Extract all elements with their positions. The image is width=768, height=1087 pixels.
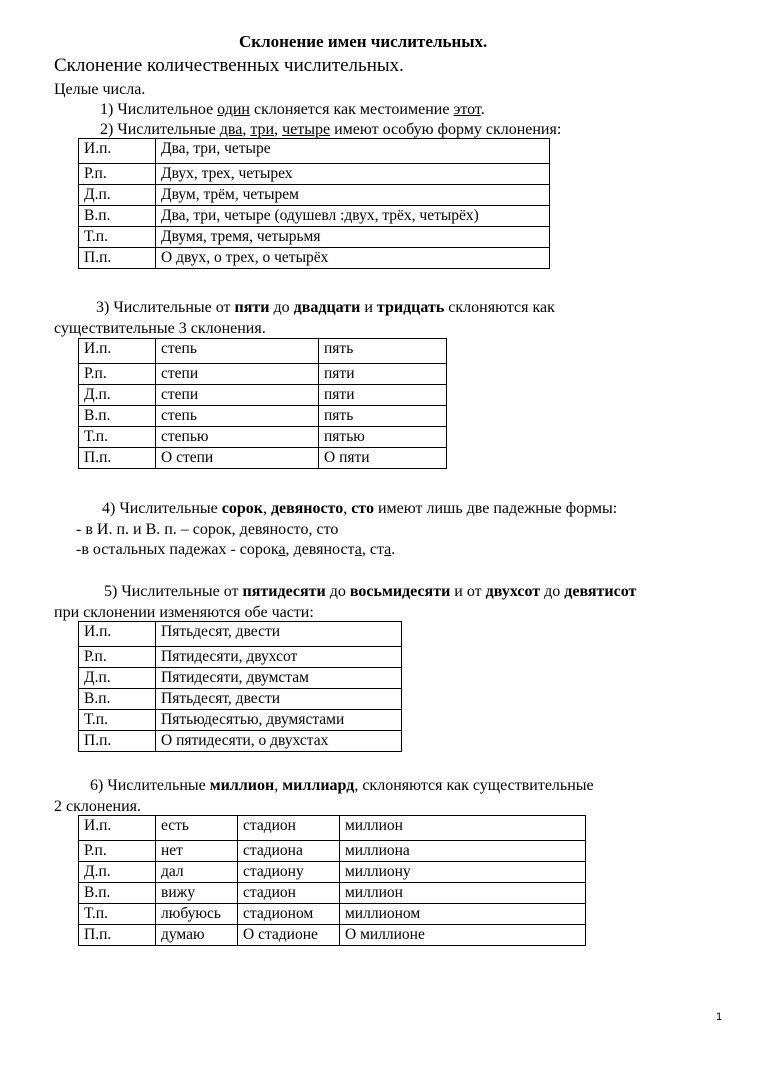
table-cell: Двум, трём, четырем <box>156 185 550 206</box>
case-label-cell: Д.п. <box>79 668 156 689</box>
table-cell: степи <box>156 364 319 385</box>
table-row <box>79 164 550 185</box>
table-row <box>79 883 586 904</box>
case-label-cell: Р.п. <box>79 647 156 668</box>
rule-3-continued: существительные 3 склонения. <box>54 320 266 337</box>
table-cell: стадиону <box>238 862 340 883</box>
table-row <box>79 427 447 448</box>
table-cell: миллион <box>340 816 586 841</box>
table-cell: вижу <box>156 883 238 904</box>
table-row <box>79 862 586 883</box>
table-cell: Два, три, четыре (одушевл :двух, трёх, четырёх) <box>156 206 550 227</box>
table-row <box>79 925 586 946</box>
table-cell: Пятьюдесятью, двумястами <box>156 710 402 731</box>
case-label-cell: В.п. <box>79 206 156 227</box>
case-label-cell: П.п. <box>79 448 156 469</box>
rule-6: 6) Числительные миллион, миллиард, склоняются как существительные <box>90 777 594 794</box>
table-cell: степь <box>156 406 319 427</box>
case-label-cell: П.п. <box>79 731 156 752</box>
table-cell: Пятьдесят, двести <box>156 689 402 710</box>
table-row <box>79 406 447 427</box>
case-label-cell: И.п. <box>79 816 156 841</box>
declension-table-pyat <box>78 338 447 469</box>
case-label-cell: Р.п. <box>79 841 156 862</box>
case-label-cell: В.п. <box>79 883 156 904</box>
table-cell: Пятидесяти, двумстам <box>156 668 402 689</box>
table-cell: О двух, о трех, о четырёх <box>156 248 550 269</box>
rule-5: 5) Числительные от пятидесяти до восьмидесяти и от двухсот до девятисот <box>104 583 637 600</box>
table-cell: степь <box>156 339 319 364</box>
table-cell: нет <box>156 841 238 862</box>
case-label-cell: И.п. <box>79 339 156 364</box>
table-cell: миллионом <box>340 904 586 925</box>
case-label-cell: Р.п. <box>79 364 156 385</box>
table-cell: Пятидесяти, двухсот <box>156 647 402 668</box>
rule-3: 3) Числительные от пяти до двадцати и тридцать склоняются как <box>96 299 555 316</box>
case-label-cell: П.п. <box>79 248 156 269</box>
table-cell: пять <box>319 406 447 427</box>
table-cell: думаю <box>156 925 238 946</box>
table-row <box>79 731 402 752</box>
table-cell: стадион <box>238 816 340 841</box>
declension-table-dva-tri-chetyre <box>78 138 550 269</box>
table-row <box>79 364 447 385</box>
table-row <box>79 139 550 164</box>
table-cell: миллион <box>340 883 586 904</box>
table-row <box>79 816 586 841</box>
table-cell: стадион <box>238 883 340 904</box>
case-label-cell: Т.п. <box>79 710 156 731</box>
case-label-cell: П.п. <box>79 925 156 946</box>
table-row <box>79 647 402 668</box>
table-cell: степью <box>156 427 319 448</box>
table-cell: пяти <box>319 364 447 385</box>
rule-5-continued: при склонении изменяются обе части: <box>54 604 314 621</box>
table-cell: дал <box>156 862 238 883</box>
table-row <box>79 227 550 248</box>
case-label-cell: В.п. <box>79 406 156 427</box>
case-label-cell: И.п. <box>79 622 156 647</box>
case-label-cell: Д.п. <box>79 862 156 883</box>
table-cell: стадионом <box>238 904 340 925</box>
table-cell: О стадионе <box>238 925 340 946</box>
table-row <box>79 448 447 469</box>
rule-4-line-2: - в И. п. и В. п. – сорок, девяносто, сто <box>76 521 339 538</box>
declension-table-pyatdesyat <box>78 621 402 752</box>
rule-4-line-3: -в остальных падежах - сорока, девяноста, ста. <box>76 541 396 558</box>
table-row <box>79 689 402 710</box>
rule-2: 2) Числительные два, три, четыре имеют особую форму склонения: <box>100 121 562 138</box>
table-row <box>79 206 550 227</box>
table-cell: стадиона <box>238 841 340 862</box>
table-row <box>79 841 586 862</box>
table-row <box>79 622 402 647</box>
table-cell: любуюсь <box>156 904 238 925</box>
case-label-cell: Т.п. <box>79 427 156 448</box>
table-row <box>79 185 550 206</box>
table-row <box>79 339 447 364</box>
table-cell: пяти <box>319 385 447 406</box>
rule-4: 4) Числительные сорок, девяносто, сто имеют лишь две падежные формы: <box>102 500 618 517</box>
table-cell: О миллионе <box>340 925 586 946</box>
case-label-cell: Д.п. <box>79 385 156 406</box>
table-cell: пятью <box>319 427 447 448</box>
rule-1: 1) Числительное один склоняется как местоимение этот. <box>100 101 485 118</box>
case-label-cell: В.п. <box>79 689 156 710</box>
table-cell: степи <box>156 385 319 406</box>
table-row <box>79 710 402 731</box>
table-row <box>79 668 402 689</box>
table-cell: О пятидесяти, о двухстах <box>156 731 402 752</box>
table-row <box>79 385 447 406</box>
table-cell: О степи <box>156 448 319 469</box>
case-label-cell: И.п. <box>79 139 156 164</box>
table-row <box>79 904 586 925</box>
section-label: Целые числа. <box>54 81 146 98</box>
table-cell: Пятьдесят, двести <box>156 622 402 647</box>
declension-table-million <box>78 815 586 946</box>
table-cell: О пяти <box>319 448 447 469</box>
table-row <box>79 248 550 269</box>
case-label-cell: Т.п. <box>79 227 156 248</box>
table-cell: пять <box>319 339 447 364</box>
page-number: 1 <box>716 1011 723 1023</box>
case-label-cell: Д.п. <box>79 185 156 206</box>
table-cell: миллиона <box>340 841 586 862</box>
case-label-cell: Р.п. <box>79 164 156 185</box>
table-cell: есть <box>156 816 238 841</box>
case-label-cell: Т.п. <box>79 904 156 925</box>
table-cell: Двух, трех, четырех <box>156 164 550 185</box>
table-cell: Двумя, тремя, четырьмя <box>156 227 550 248</box>
table-cell: миллиону <box>340 862 586 883</box>
page-title: Склонение имен числительных. <box>239 32 488 51</box>
rule-6-continued: 2 склонения. <box>54 798 142 815</box>
table-cell: Два, три, четыре <box>156 139 550 164</box>
section-subtitle: Склонение количественных числительных. <box>54 55 404 76</box>
